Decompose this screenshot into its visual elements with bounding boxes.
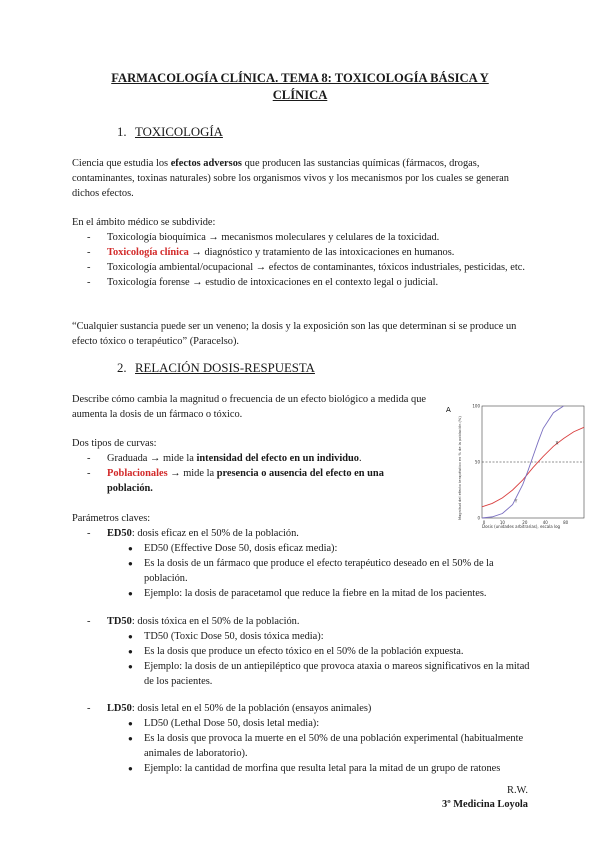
- footer-course: 3º Medicina Loyola: [442, 799, 528, 810]
- page-title: [90, 70, 510, 104]
- ld50-block: [72, 701, 532, 776]
- chart-y-tick-label: 50: [474, 459, 480, 465]
- definition-text-c: que producen las sustancias químicas (fármacos, drogas, contaminantes, toxinas naturales) sobre los organismos vivos y los mecanismos por los cuales se generan dichos efectos.: [72, 158, 509, 199]
- dose-response-description: Describe cómo cambia la magnitud o frecuencia de un efecto biológico a medida que aumenta la dosis de un fármaco o tóxico.: [72, 394, 427, 420]
- chart-series-label: Y: [514, 499, 518, 505]
- section-2-heading: [117, 360, 315, 376]
- section-2-title: RELACIÓN DOSIS-RESPUESTA: [135, 361, 315, 375]
- page-title-line1: FARMACOLOGÍA CLÍNICA. TEMA 8: TOXICOLOGÍA BÁSICA Y: [111, 71, 489, 85]
- section-1-title: TOXICOLOGÍA: [135, 125, 223, 139]
- list-item: ● Ejemplo: la cantidad de morfina que resulta letal para la mitad de un grupo de ratones: [72, 761, 532, 776]
- ld50-name: LD50: [107, 703, 132, 714]
- curve-types-list: [72, 451, 412, 496]
- paracelsus-quote: “Cualquier sustancia puede ser un veneno; la dosis y la exposición son las que determinan si se produce un efecto tóxico o terapéutico” (Paracelso).: [72, 321, 517, 347]
- list-item-text: Toxicología forense → estudio de intoxicaciones en el contexto legal o judicial.: [107, 277, 439, 288]
- list-item: [72, 701, 532, 716]
- ld50-desc: : dosis letal en el 50% de la población (ensayos animales): [131, 703, 372, 714]
- list-item: [72, 245, 528, 260]
- definition-emphasis: efectos adversos: [170, 158, 242, 169]
- subdivision-intro: En el ámbito médico se subdivide:: [72, 217, 216, 228]
- list-item-highlight: Toxicología clínica: [107, 247, 189, 258]
- list-item-text: Toxicología ambiental/ocupacional → efectos de contaminantes, tóxicos industriales, pesticidas, etc.: [107, 262, 525, 273]
- curve-2-emphasis: presencia o ausencia del efecto en una población.: [107, 468, 384, 494]
- list-item: ● ED50 (Effective Dose 50, dosis eficaz media):: [72, 541, 532, 556]
- chart-x-tick-label: 80: [563, 520, 569, 525]
- td50-name: TD50: [107, 616, 132, 627]
- curves-intro: Dos tipos de curvas:: [72, 438, 157, 449]
- curve-2-highlight: Poblacionales: [107, 468, 168, 479]
- chart-x-tick-label: 10: [499, 520, 505, 525]
- definition-text-a: Ciencia que estudia los: [72, 158, 171, 169]
- ed50-desc: : dosis eficaz en el 50% de la población.: [131, 528, 299, 539]
- list-item: [72, 260, 528, 275]
- toxicology-definition: [72, 156, 528, 201]
- section-1-number: 1.: [117, 125, 127, 139]
- chart-x-tick-label: 40: [542, 520, 548, 525]
- subdivision-list: [72, 230, 528, 290]
- list-item-text: Toxicología bioquímica → mecanismos moleculares y celulares de la toxicidad.: [107, 232, 440, 243]
- chart-x-axis-label: Dosis (unidades arbitrarias), escala log: [482, 524, 561, 529]
- section-2-number: 2.: [117, 361, 127, 375]
- chart-y-axis-label: Magnitud del efecto terapéutico en % de la población (%): [458, 416, 462, 520]
- list-item: [72, 451, 412, 466]
- ed50-block: [72, 526, 532, 601]
- page-title-line2: CLÍNICA: [272, 88, 328, 102]
- list-item: [72, 614, 532, 629]
- list-item: ● Ejemplo: la dosis de un antiepiléptico que provoca ataxia o mareos significativos en la mitad de los pacientes.: [72, 659, 532, 689]
- td50-desc: : dosis tóxica en el 50% de la población.: [131, 616, 300, 627]
- chart-series-label: X: [555, 441, 559, 447]
- list-item: ● Ejemplo: la dosis de paracetamol que reduce la fiebre en la mitad de los pacientes.: [72, 586, 532, 601]
- footer: [442, 784, 528, 812]
- td50-block: [72, 614, 532, 689]
- list-item: ● Es la dosis que produce un efecto tóxico en el 50% de la población expuesta.: [72, 644, 532, 659]
- list-item: [72, 526, 532, 541]
- chart-series-line: [482, 427, 584, 507]
- section-1-heading: [117, 124, 223, 140]
- td50-item: [72, 614, 532, 629]
- dose-response-chart: [444, 400, 594, 538]
- curve-1-emphasis: intensidad del efecto en un individuo: [196, 453, 359, 464]
- ld50-points: [72, 716, 532, 776]
- chart-axes: [472, 404, 584, 526]
- list-item: ● LD50 (Lethal Dose 50, dosis letal media):: [72, 716, 532, 731]
- params-intro: Parámetros claves:: [72, 513, 151, 524]
- list-item: ● Es la dosis que provoca la muerte en el 50% de una población experimental (habitualmente animales de laboratorio).: [72, 731, 532, 761]
- list-item: [72, 230, 528, 245]
- ld50-item: [72, 701, 532, 716]
- curve-1-text: Graduada → mide la: [107, 453, 197, 464]
- ed50-name: ED50: [107, 528, 132, 539]
- chart-y-tick-label: 0: [477, 515, 480, 521]
- chart-x-tick-label: 20: [522, 520, 528, 525]
- list-item: [72, 275, 528, 290]
- list-item: ● TD50 (Toxic Dose 50, dosis tóxica media):: [72, 629, 532, 644]
- chart-y-tick-label: 100: [472, 403, 480, 409]
- curve-1-end: .: [359, 453, 362, 464]
- footer-author: R.W.: [507, 785, 528, 796]
- td50-points: [72, 629, 532, 689]
- curve-2-text: → mide la: [167, 468, 217, 479]
- list-item: ● Es la dosis de un fármaco que produce el efecto terapéutico deseado en el 50% de la población.: [72, 556, 532, 586]
- list-item: [72, 466, 412, 496]
- ed50-points: [72, 541, 532, 601]
- list-item-text: → diagnóstico y tratamiento de las intoxicaciones en humanos.: [188, 247, 455, 258]
- chart-x-tick-label: 0: [482, 520, 486, 525]
- ed50-item: [72, 526, 532, 541]
- chart-panel-label: A: [446, 406, 451, 414]
